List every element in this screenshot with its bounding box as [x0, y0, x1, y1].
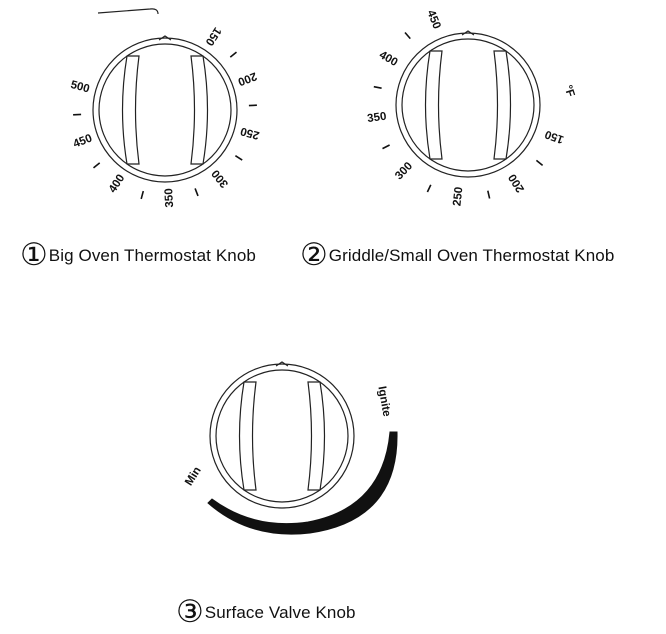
knob-grip-right	[308, 382, 325, 490]
caption-griddle	[300, 237, 615, 273]
caption-surface-valve	[176, 594, 356, 630]
scale-label: 200	[506, 171, 527, 195]
caption-big-oven	[20, 237, 256, 273]
caption-title: Surface Valve Knob	[204, 602, 356, 622]
knob-outer-ring	[93, 38, 237, 182]
scale-mark	[374, 87, 382, 89]
scale-label: 450	[71, 132, 94, 151]
griddle-knob	[396, 31, 540, 177]
caption-title: Big Oven Thermostat Knob	[48, 245, 256, 265]
knob-grip-left	[123, 56, 140, 164]
scale-label: 350	[163, 188, 177, 208]
scale-label: 150	[202, 24, 224, 48]
scale-label: 250	[239, 124, 261, 142]
scale-mark	[94, 163, 100, 168]
scale-label: 150	[543, 127, 566, 146]
scale-mark	[427, 185, 430, 192]
scale-label: 450	[424, 8, 443, 31]
knob-grip-right	[191, 56, 208, 164]
ignite-label: Ignite	[375, 385, 393, 418]
unit-label: °F	[561, 83, 577, 99]
caption-number: ②	[300, 237, 328, 273]
scale-mark	[195, 188, 198, 196]
scale-label: 500	[69, 78, 91, 96]
scale-label: 350	[366, 110, 388, 126]
scale-mark	[536, 160, 542, 165]
knob-outer-ring	[210, 364, 354, 508]
knob-grip-left	[426, 51, 443, 159]
scale-label: 200	[236, 69, 259, 88]
knob-grip-right	[494, 51, 511, 159]
scale-mark	[230, 52, 236, 57]
knob-inner-ring	[99, 44, 231, 176]
caption-number: ③	[176, 594, 204, 630]
caption-title: Griddle/Small Oven Thermostat Knob	[328, 245, 615, 265]
decorative-line	[98, 9, 158, 14]
big-oven-scale	[69, 25, 261, 208]
scale-mark	[141, 191, 143, 199]
big-oven-knob	[93, 36, 237, 182]
scale-label: 400	[106, 172, 128, 196]
scale-mark	[383, 145, 390, 149]
scale-label: 300	[393, 160, 416, 183]
knob-grip-left	[240, 382, 257, 490]
knob-inner-ring	[216, 370, 348, 502]
scale-label: 300	[209, 167, 232, 190]
scale-mark	[235, 156, 242, 160]
knob-outer-ring	[396, 33, 540, 177]
scale-label: 250	[451, 186, 466, 207]
scale-mark	[405, 33, 410, 39]
scale-mark	[488, 191, 490, 199]
scale-label: 400	[376, 49, 400, 70]
knob-inner-ring	[402, 39, 534, 171]
min-label: Min	[183, 464, 204, 488]
surface-valve-knob	[208, 362, 397, 534]
caption-number: ①	[20, 237, 48, 273]
